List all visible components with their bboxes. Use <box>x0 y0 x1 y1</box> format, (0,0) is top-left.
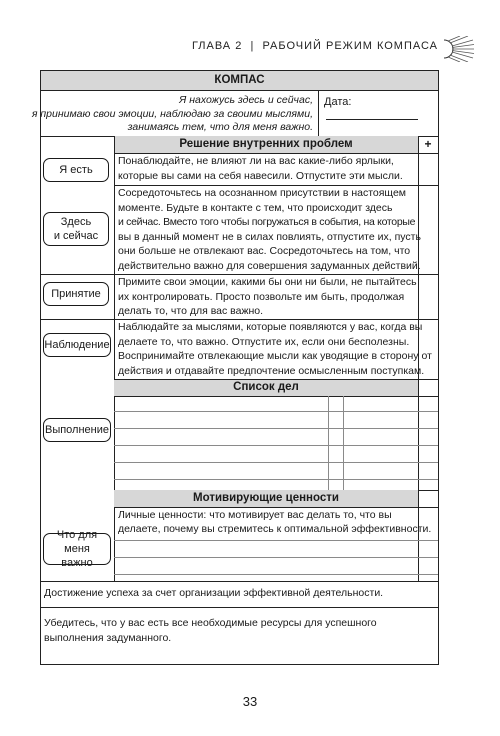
i-am-text-line-1: Понаблюдайте, не влияют ли на вас какие-либо ярлыки, <box>118 155 394 167</box>
chapter-title: РАБОЧИЙ РЕЖИМ КОМПАСА <box>262 40 438 52</box>
observation-text-line-3: Воспринимайте отвлекающие мысли как уводящие в сторону от <box>118 350 432 362</box>
header-text <box>192 40 438 52</box>
date-field[interactable] <box>326 119 418 120</box>
observation-text-line-2: делаете то, что важно. Отпустите их, если они бесполезны. <box>118 335 410 348</box>
here-now-text-line-1: Сосредоточьтесь на осознанном присутствии в настоящем <box>118 187 407 199</box>
label-execution: Выполнение <box>43 418 111 442</box>
resources-text-line-1: Убедитесь, что у вас есть все необходимые ресурсы для успешного <box>44 617 377 629</box>
resources-text-line-2: выполнения задуманного. <box>44 631 172 644</box>
intro-line-1: Я нахожусь здесь и сейчас, <box>179 94 313 106</box>
compass-form <box>31 70 439 665</box>
acceptance-text-line-3: делать то, что для вас важно. <box>118 305 264 317</box>
success-text: Достижение успеха за счет организации эффективной деятельности. <box>44 587 384 599</box>
todo-title: Список дел <box>233 381 299 393</box>
label-observation: Наблюдение <box>43 333 111 357</box>
intro-line-3: занимаясь тем, что для меня важно. <box>127 121 313 133</box>
what-matters-label-line-1: Что для меня <box>56 529 98 555</box>
intro-line-2: я принимаю свои эмоции, наблюдаю за своими мыслями, <box>31 107 313 120</box>
here-now-text-line-6: действительно важно для совершения задуманных действий. <box>118 259 421 272</box>
i-am-text-line-2: которые вы сами на себя навесили. Отпустите эти мысли. <box>118 169 403 182</box>
label-what-matters <box>43 529 111 569</box>
sunburst-icon <box>440 36 476 62</box>
header-separator: | <box>250 40 255 52</box>
what-matters-label-line-2: важно <box>61 557 93 569</box>
here-now-text-line-3: и сейчас. Вместо того чтобы погружаться в события, на которые <box>118 216 416 228</box>
values-text-line-2: делаете, почему вы стремитесь к оптимальной эффективности. <box>118 523 432 535</box>
label-i-am: Я есть <box>43 158 109 182</box>
problems-title: Решение внутренних проблем <box>179 138 353 150</box>
values-title: Мотивирующие ценности <box>193 492 339 504</box>
plus-column-header: + <box>424 137 432 151</box>
acceptance-text-line-2: их контролировать. Просто позвольте им быть, продолжая <box>118 290 405 303</box>
here-now-text-line-4: вы в данный момент не в силах повлиять, отпустите их, пусть <box>118 230 421 243</box>
observation-text-line-1: Наблюдайте за мыслями, которые появляются у вас, когда вы <box>118 321 423 333</box>
running-header <box>0 38 500 58</box>
observation-text-line-4: действия и отдавайте предпочтение осмысленным поступкам. <box>118 364 425 377</box>
label-here-and-now <box>43 212 109 246</box>
label-acceptance: Принятие <box>43 282 109 306</box>
chapter-label: ГЛАВА 2 <box>191 40 243 52</box>
form-title: КОМПАС <box>214 74 265 86</box>
page-number: 33 <box>242 694 258 709</box>
here-and-now-label-line-1: Здесь <box>60 216 92 228</box>
values-text-line-1: Личные ценности: что мотивирует вас делать то, что вы <box>118 509 392 521</box>
acceptance-text-line-1: Примите свои эмоции, какими бы они ни были, не пытайтесь <box>118 276 417 288</box>
here-and-now-label-line-2: и сейчас <box>53 230 99 242</box>
here-now-text-line-2: моменте. Будьте в контакте с тем, что происходит здесь <box>118 201 393 214</box>
date-label: Дата: <box>324 96 352 108</box>
here-now-text-line-5: они больше не отвлекают вас. Сосредоточьтесь на том, что <box>118 245 411 257</box>
